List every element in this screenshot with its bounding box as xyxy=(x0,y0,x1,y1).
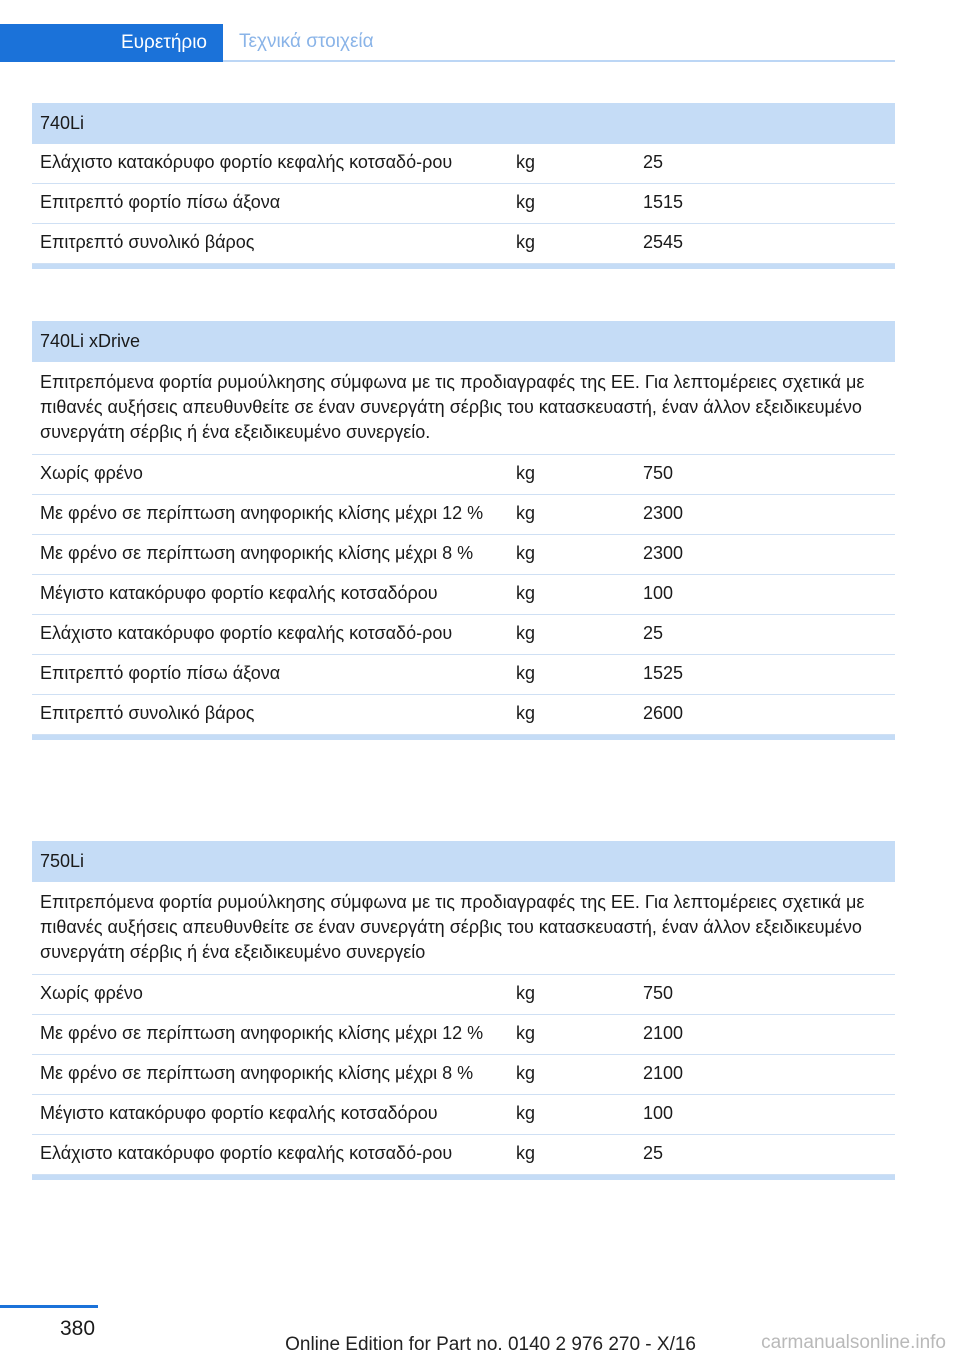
table-end-bar xyxy=(32,735,895,740)
row-label: Ελάχιστο κατακόρυφο φορτίο κεφαλής κοτσαδό‐ρου xyxy=(40,623,453,643)
row-label: Με φρένο σε περίπτωση ανηφορικής κλίσης μέχρι 12 % xyxy=(40,1023,484,1043)
table-note: Επιτρεπόμενα φορτία ρυμούλκησης σύμφωνα με τις προδιαγραφές της ΕΕ. Για λεπτομέρειες σχετικά με πιθανές αυξήσεις απευθυνθείτε σε έναν συνεργάτη σέρβις του κατασκευαστή, έναν άλλον εξειδικευμένο συνεργάτη σέρβις ή ένα εξειδικευμένο συνεργείο xyxy=(32,882,895,975)
row-unit: kg xyxy=(516,152,536,172)
table-row xyxy=(32,455,895,495)
table-row xyxy=(32,224,895,264)
table-row xyxy=(32,184,895,224)
table-end-bar xyxy=(32,264,895,269)
row-unit: kg xyxy=(516,463,536,483)
table-row xyxy=(32,615,895,655)
row-unit: kg xyxy=(516,623,536,643)
table-row xyxy=(32,535,895,575)
table-row xyxy=(32,1135,895,1175)
table-row xyxy=(32,495,895,535)
row-value: 2300 xyxy=(643,543,684,563)
row-unit: kg xyxy=(516,703,536,723)
table-header: 740Li xyxy=(32,103,895,144)
row-unit: kg xyxy=(516,1023,536,1043)
table-row xyxy=(32,695,895,735)
table-header: 750Li xyxy=(32,841,895,882)
row-unit: kg xyxy=(516,503,536,523)
row-label: Χωρίς φρένο xyxy=(40,463,143,483)
spec-table-740li xyxy=(32,103,895,269)
row-value: 100 xyxy=(643,583,674,603)
tab-index[interactable]: Ευρετήριο xyxy=(0,24,223,62)
row-unit: kg xyxy=(516,1103,536,1123)
row-unit: kg xyxy=(516,1143,536,1163)
row-unit: kg xyxy=(516,663,536,683)
row-value: 750 xyxy=(643,463,674,483)
table-row xyxy=(32,575,895,615)
row-unit: kg xyxy=(516,1063,536,1083)
row-value: 2100 xyxy=(643,1023,684,1043)
row-value: 1515 xyxy=(643,192,684,212)
row-label: Με φρένο σε περίπτωση ανηφορικής κλίσης μέχρι 8 % xyxy=(40,543,474,563)
row-value: 750 xyxy=(643,983,674,1003)
row-label: Χωρίς φρένο xyxy=(40,983,143,1003)
row-unit: kg xyxy=(516,583,536,603)
top-nav xyxy=(0,24,895,62)
row-value: 25 xyxy=(643,623,664,643)
table-row xyxy=(32,975,895,1015)
edition-text: Online Edition for Part no. 0140 2 976 270 - X/16 xyxy=(285,1334,696,1355)
row-value: 2600 xyxy=(643,703,684,723)
tab-technical-data[interactable]: Τεχνικά στοιχεία xyxy=(223,24,895,62)
row-label: Επιτρεπτό συνολικό βάρος xyxy=(40,703,255,723)
row-label: Επιτρεπτό φορτίο πίσω άξονα xyxy=(40,192,281,212)
row-label: Ελάχιστο κατακόρυφο φορτίο κεφαλής κοτσαδό‐ρου xyxy=(40,152,453,172)
footer-accent-line xyxy=(0,1305,98,1308)
row-unit: kg xyxy=(516,983,536,1003)
row-unit: kg xyxy=(516,192,536,212)
table-row xyxy=(32,655,895,695)
row-value: 1525 xyxy=(643,663,684,683)
row-label: Με φρένο σε περίπτωση ανηφορικής κλίσης μέχρι 8 % xyxy=(40,1063,474,1083)
spec-table-740li-xdrive xyxy=(32,321,895,740)
watermark: carmanualsonline.info xyxy=(761,1332,946,1353)
page-number: 380 xyxy=(60,1317,96,1340)
row-label: Μέγιστο κατακόρυφο φορτίο κεφαλής κοτσαδόρου xyxy=(40,583,438,603)
table-note: Επιτρεπόμενα φορτία ρυμούλκησης σύμφωνα με τις προδιαγραφές της ΕΕ. Για λεπτομέρειες σχετικά με πιθανές αυξήσεις απευθυνθείτε σε έναν συνεργάτη σέρβις του κατασκευαστή, έναν άλλον εξειδικευμένο συνεργάτη σέρβις ή ένα εξειδικευμένο συνεργείο. xyxy=(32,362,895,455)
table-row xyxy=(32,1055,895,1095)
row-value: 2545 xyxy=(643,232,684,252)
spec-table-750li xyxy=(32,841,895,1180)
table-row xyxy=(32,1015,895,1055)
table-header: 740Li xDrive xyxy=(32,321,895,362)
row-value: 25 xyxy=(643,152,664,172)
row-label: Επιτρεπτό συνολικό βάρος xyxy=(40,232,255,252)
row-value: 25 xyxy=(643,1143,664,1163)
row-label: Με φρένο σε περίπτωση ανηφορικής κλίσης μέχρι 12 % xyxy=(40,503,484,523)
row-label: Επιτρεπτό φορτίο πίσω άξονα xyxy=(40,663,281,683)
row-unit: kg xyxy=(516,543,536,563)
row-label: Μέγιστο κατακόρυφο φορτίο κεφαλής κοτσαδόρου xyxy=(40,1103,438,1123)
row-unit: kg xyxy=(516,232,536,252)
row-value: 100 xyxy=(643,1103,674,1123)
row-value: 2100 xyxy=(643,1063,684,1083)
row-value: 2300 xyxy=(643,503,684,523)
table-end-bar xyxy=(32,1175,895,1180)
row-label: Ελάχιστο κατακόρυφο φορτίο κεφαλής κοτσαδό‐ρου xyxy=(40,1143,453,1163)
table-row xyxy=(32,144,895,184)
table-row xyxy=(32,1095,895,1135)
